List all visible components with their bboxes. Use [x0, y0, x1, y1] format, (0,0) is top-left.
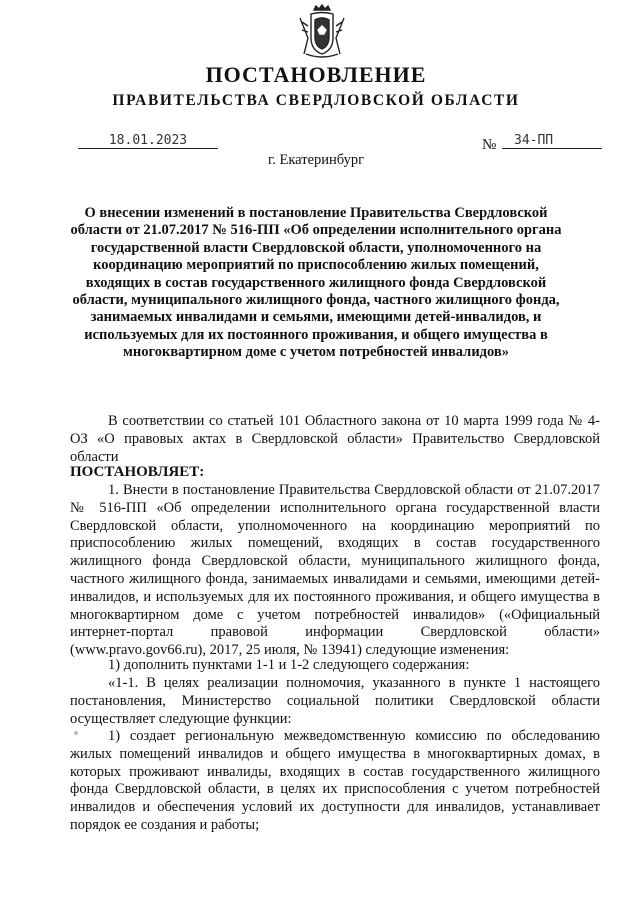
- document-issuer: ПРАВИТЕЛЬСТВА СВЕРДЛОВСКОЙ ОБЛАСТИ: [112, 92, 520, 109]
- document-city: г. Екатеринбург: [267, 152, 365, 168]
- document-heading: О внесении изменений в постановление Правительства Свердловской области от 21.07.2017 № 516-ПП «Об определении исполнительного органа государственной власти Свердловской области, уполномоченного на координацию мероприятий по приспособлению жилых помещений, входящих в состав государственного жилищного фонда Свердловской области, муниципального жилищного фонда, частного жилищного фонда, занимаемых инвалидами и семьями, имеющими детей-инвалидов, и используемых для их постоянного проживания, и общего имущества в многоквартирном доме с учетом потребностей инвалидов»: [70, 205, 562, 361]
- new-item-1-1-subitem-1: 1) создает региональную межведомственную комиссию по обследованию жилых помещений инвалидов и общего имущества в многоквартирных домах, в которых проживают инвалиды, входящих в состав государственного жилищного фонда Свердловской области, в целях их приспособления с учетом потребностей инвалидов и обеспечения условий их доступности для инвалидов, устанавливает порядок ее создания и работы;: [70, 728, 600, 833]
- number-sign: №: [482, 137, 497, 153]
- coat-of-arms-icon: [296, 4, 348, 60]
- item-1-subitem-1: 1) дополнить пунктами 1-1 и 1-2 следующего содержания:: [108, 657, 470, 673]
- document-date: 18.01.2023: [78, 133, 218, 149]
- new-item-1-1: «1-1. В целях реализации полномочия, указанного в пункте 1 настоящего постановления, Министерство социальной политики Свердловской области осуществляет следующие функции:: [70, 675, 600, 727]
- item-1-paragraph: 1. Внести в постановление Правительства Свердловской области от 21.07.2017 № 516-ПП «Об определении исполнительного органа государственной власти Свердловской области, уполномоченного на координацию мероприятий по приспособлению жилых помещений, входящих в состав государственного жилищного фонда Свердловской области, муниципального жилищного фонда, частного жилищного фонда, занимаемых инвалидами и семьями, имеющими детей-инвалидов, и используемых для их постоянного проживания, и общего имущества в многоквартирном доме с учетом потребностей инвалидов» («Официальный интернет-портал правовой информации Свердловской области» (www.pravo.gov66.ru), 2017, 25 июля, № 13941) следующие изменения:: [70, 482, 600, 659]
- document-title: ПОСТАНОВЛЕНИЕ: [205, 62, 427, 87]
- document-number: 34-ПП: [502, 133, 602, 149]
- preamble-paragraph: В соответствии со статьей 101 Областного закона от 10 марта 1999 года № 4-ОЗ «О правовых актах в Свердловской области» Правительство Свердловской области: [70, 413, 600, 465]
- decree-word: ПОСТАНОВЛЯЕТ:: [70, 464, 205, 480]
